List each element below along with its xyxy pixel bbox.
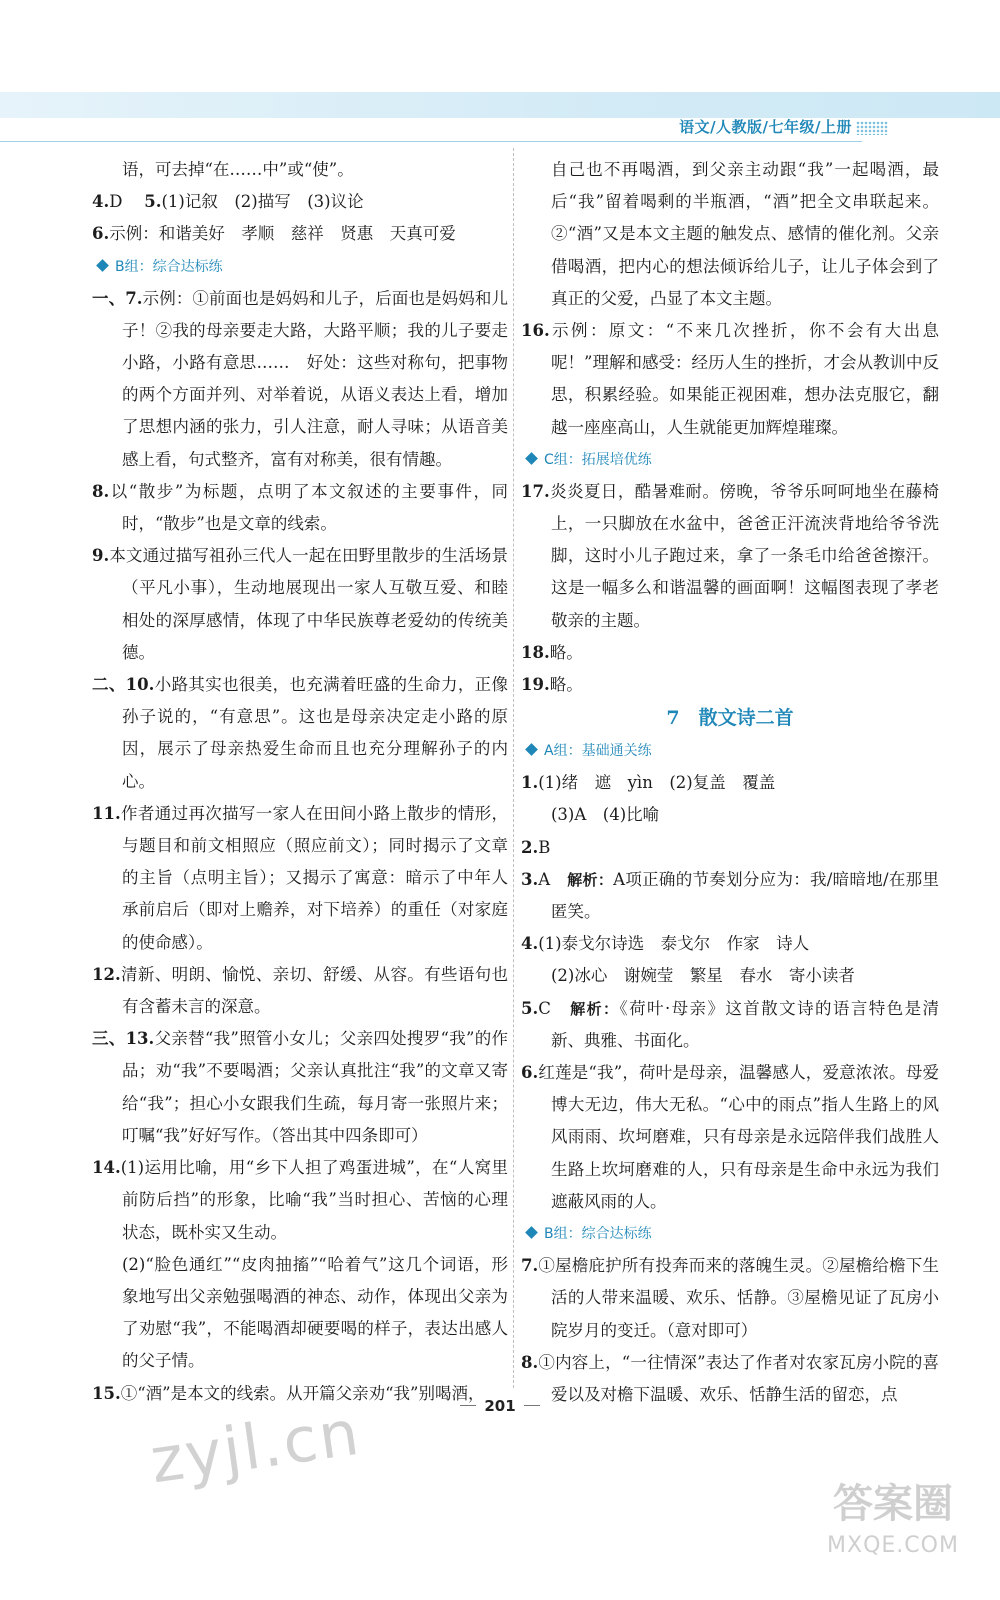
answer-14: 14.(1)运用比喻，用“乡下人担了鸡蛋进城”，在“人窝里前防后挡”的形象，比喻“我”当时担心、苦恼的心理状态，既朴实又生动。 — [92, 1158, 508, 1242]
answer-8: 8.以“散步”为标题，点明了本文叙述的主要事件，同时，“散步”也是文章的线索。 — [92, 481, 508, 534]
group-heading-b2: B组：综合达标练 — [521, 1218, 939, 1250]
answer-s7-3: 3.A 解析：A项正确的节奏划分应为：我/暗暗地/在那里匿笑。 — [521, 869, 939, 922]
group-heading-a: A组：基础通关练 — [521, 735, 939, 767]
answer-19: 19.略。 — [521, 675, 583, 695]
diamond-icon — [525, 743, 538, 756]
answer-9: 9.本文通过描写祖孙三代人一起在田野里散步的生活场景（平凡小事），生动地展现出一家人互敬互爱、和睦相处的深厚感情，体现了中华民族尊老爱幼的传统美德。 — [92, 546, 508, 662]
answer-12: 12.清新、明朗、愉悦、亲切、舒缓、从容。有些语句也有含蓄未言的深意。 — [92, 964, 508, 1017]
answer-7: 一、7.示例：①前面也是妈妈和儿子，后面也是妈妈和儿子！②我的母亲要走大路，大路平顺；我的儿子要走小路，小路有意思…… 好处：这些对称句，把事物的两个方面并列、对举着说，从语义表达上看，增加了思想内涵的张力，引人注意，耐人寻味；从语音美感上看，句式整齐，富有对称美，很有情趣。 — [92, 288, 509, 469]
diamond-icon — [96, 259, 109, 272]
answer-s7-2: 2.B — [521, 837, 551, 857]
answer-17: 17.炎炎夏日，酷暑难耐。傍晚，爷爷乐呵呵地坐在藤椅上，一只脚放在水盆中，爸爸正汗流浃背地给爷爷洗脚，这时小儿子跑过来，拿了一条毛巾给爸爸擦汗。这是一幅多么和谐温馨的画面啊！这幅图表现了孝老敬亲的主题。 — [521, 481, 939, 630]
answer-10: 二、10.小路其实也很美，也充满着旺盛的生命力，正像孙子说的，“有意思”。这也是母亲决定走小路的原因，展示了母亲热爱生命而且也充分理解孙子的内心。 — [92, 675, 508, 791]
answer-4-5: 4.D 5.(1)记叙 (2)描写 (3)议论 — [92, 192, 364, 212]
diamond-icon — [525, 452, 538, 465]
answer-14-part2: (2)“脸色通红”“皮肉抽搐”“哈着气”这几个词语，形象地写出父亲勉强喝酒的神态、动作，体现出父亲为了劝慰“我”，不能喝酒却硬要喝的样子，表达出感人的父子情。 — [122, 1254, 508, 1371]
answer-11: 11.作者通过再次描写一家人在田间小路上散步的情形，与题目和前文相照应（照应前文）；同时揭示了文章的主旨（点明主旨）；又揭示了寓意：暗示了中年人承前启后（即对上赡养，对下培养）的重任（对家庭的使命感）。 — [92, 803, 508, 952]
answer-s7-7: 7.①屋檐庇护所有投奔而来的落魄生灵。②屋檐给檐下生活的人带来温暖、欢乐、恬静。③屋檐见证了瓦房小院岁月的变迁。（意对即可） — [521, 1256, 939, 1340]
corner-logo-main: 答案圈 — [833, 1481, 953, 1527]
answer-13: 三、13.父亲替“我”照管小女儿；父亲四处搜罗“我”的作品；劝“我”不要喝酒；父亲认真批注“我”的文章又寄给“我”；担心小女跟我们生疏，每月寄一张照片来；叮嘱“我”好好写作。（答出其中四条即可） — [92, 1029, 508, 1145]
answer-s7-5: 5.C 解析：《荷叶·母亲》这首散文诗的语言特色是清新、典雅、书面化。 — [521, 998, 939, 1050]
corner-logo — [818, 1476, 968, 1576]
answer-s7-1: 1.(1)绪 遮 yìn (2)复盖 覆盖 — [521, 773, 776, 793]
page-number: 201 — [440, 1397, 560, 1415]
diamond-icon — [525, 1226, 538, 1239]
answer-s7-6: 6.红莲是“我”，荷叶是母亲，温馨感人，爱意浓浓。母爱博大无边，伟大无私。“心中的雨点”指人生路上的风风雨雨、坎坷磨难，只有母亲是永远陪伴我们战胜人生路上坎坷磨难的人，只有母亲是生命中永远为我们遮蔽风雨的人。 — [521, 1063, 939, 1211]
section-title: 7 散文诗二首 — [666, 707, 794, 730]
header-dots-decoration — [856, 121, 888, 135]
watermark-text: zyjl.cn — [145, 1395, 365, 1498]
column-divider — [513, 148, 514, 1388]
group-heading-c: C组：拓展培优练 — [521, 444, 939, 476]
answer-15-cont: 自己也不再喝酒，到父亲主动跟“我”一起喝酒，最后“我”留着喝剩的半瓶酒，“酒”把全文串联起来。②“酒”又是本文主题的触发点、感情的催化剂。父亲借喝酒，把内心的想法倾诉给儿子，让儿子体会到了真正的父爱，凸显了本文主题。 — [551, 160, 939, 308]
answer-text: 语，可去掉“在……中”或“使”。 — [122, 160, 354, 179]
header-divider — [0, 141, 862, 142]
corner-logo-sub: MXQE.COM — [827, 1533, 959, 1558]
answer-s7-4: 4.(1)泰戈尔诗选 泰戈尔 作家 诗人 — [521, 934, 810, 954]
answer-16: 16.示例：原文：“不来几次挫折，你不会有大出息呢！”理解和感受：经历人生的挫折，才会从教训中反思，积累经验。如果能正视困难，想办法克服它，翻越一座座高山，人生就能更加辉煌璀璨。 — [521, 321, 939, 437]
answer-18: 18.略。 — [521, 642, 583, 662]
answer-s7-8: 8.①内容上，“一往情深”表达了作者对农家瓦房小院的喜爱以及对檐下温暖、欢乐、恬静生活的留恋，点 — [521, 1352, 939, 1404]
answer-s7-4-part2: (2)冰心 谢婉莹 繁星 春水 寄小读者 — [551, 966, 855, 986]
answer-15: 15.①“酒”是本文的线索。从开篇父亲劝“我”别喝酒， — [92, 1383, 485, 1403]
left-column — [92, 154, 508, 1410]
header-band — [0, 92, 1000, 118]
answer-s7-1-part2: (3)A (4)比喻 — [551, 805, 660, 825]
right-column — [521, 154, 939, 1411]
group-heading-b: B组：综合达标练 — [92, 251, 508, 283]
answer-6: 6.示例：和谐美好 孝顺 慈祥 贤惠 天真可爱 — [92, 224, 456, 244]
header-title: 语文/人教版/七年级/上册 — [679, 118, 852, 136]
